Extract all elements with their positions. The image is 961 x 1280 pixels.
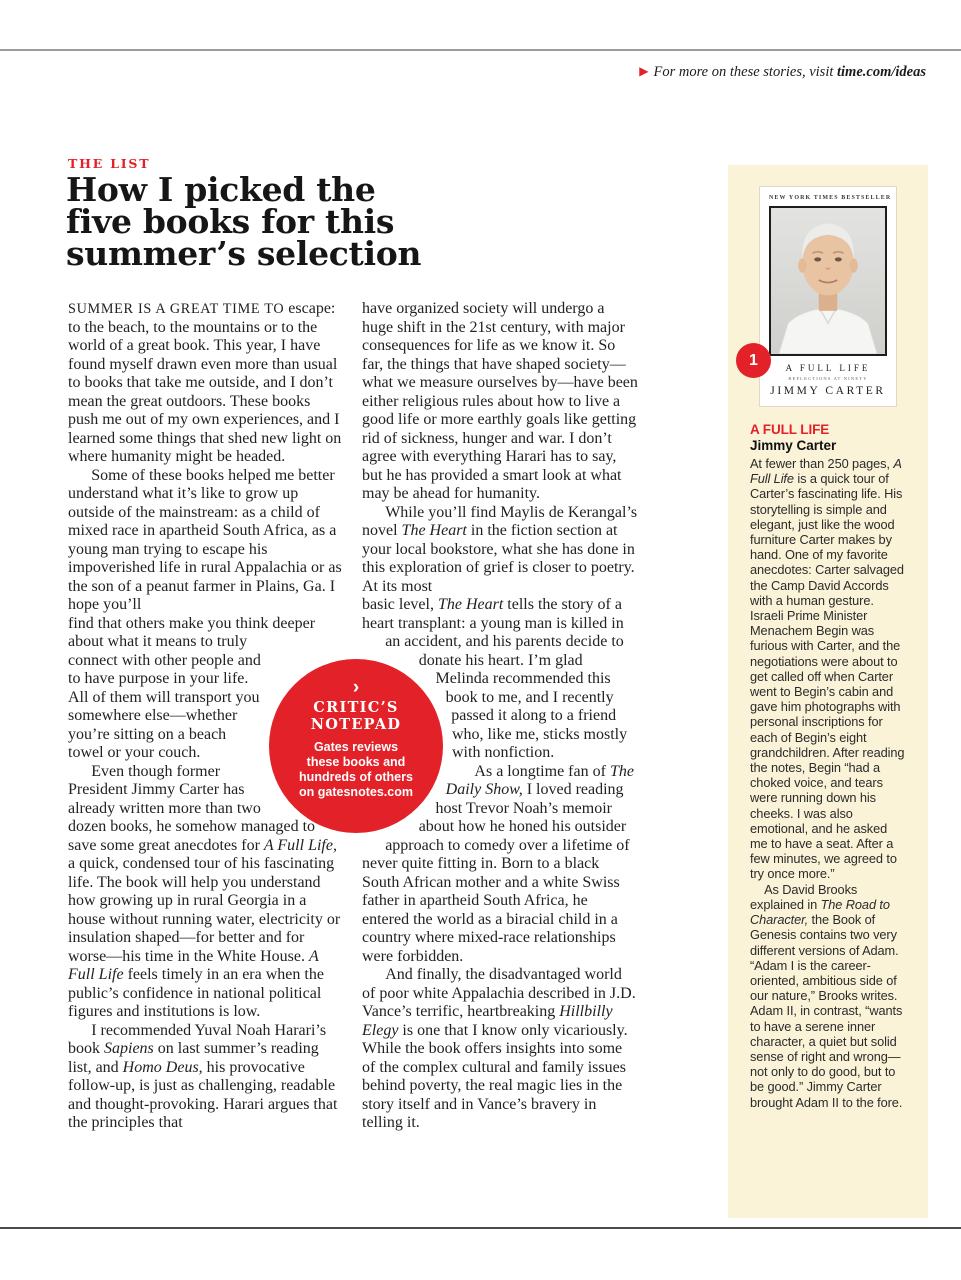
paragraph: Some of these books helped me better understand what it’s like to grow up outside of the mainstream: as a child of mixed race in apartheid South Africa, as a young man trying to escape his impoverished life in rural Appalachia or as the son of a peanut farmer in Plains, Ga. I hope you’ll (68, 466, 342, 613)
paragraph: find that others make you think deeper about what it means to truly connect with other people and to have purpose in your life. All of them will transport you somewhere else—whether you’re sitting on a beach towel or your couch. (68, 615, 344, 763)
paragraph: As a longtime fan of The Daily Show, I loved reading host Trevor Noah’s memoir about how he honed his outsider approach to comedy over a lifetime of never quite fitting in. Born to a black South African mother and a white Swiss father in apartheid South Africa, he entered the world as a biracial child in a country where mixed-race relationships were forbidden. (362, 762, 634, 965)
chevron-right-icon: › (352, 677, 360, 698)
top-note-text: For more on these stories, visit (653, 64, 837, 80)
book-cover-author: JIMMY CARTER (770, 385, 886, 397)
headline-line: five books for this (66, 202, 395, 241)
notepad-title-line2: NOTEPAD (310, 715, 402, 733)
paragraph: I recommended Yuval Noah Harari’s book Sapiens on last summer’s reading list, and Homo Deus, his provocative follow-up, is just as challenging, readable and thought-provoking. Harari argues that the principles that (68, 1021, 338, 1131)
notepad-title-line1: CRITIC’S (313, 699, 399, 716)
section-kicker: THE LIST (68, 156, 151, 171)
headline-line: How I picked the (66, 170, 376, 209)
critics-notepad-badge (269, 659, 443, 833)
book-cover-title: A FULL LIFE (785, 363, 871, 373)
paragraph: Even though former President Jimmy Carter has already written more than two dozen books, he somehow managed to save some great anecdotes for A Full Life, a quick, condensed tour of his fascinating life. The book will help you understand how growing up in rural Georgia in a house without running water, electricity or insulation shaped—for better and for worse—his time in the White House. A Full Life feels timely in an era when the public’s confidence in national political figures and institutions is low. (68, 762, 341, 1020)
top-rule (0, 49, 961, 51)
top-note (639, 64, 926, 81)
arrow-right-icon: ▶ (639, 64, 649, 78)
review-author: Jimmy Carter (750, 438, 837, 453)
notepad-body: Gates reviews these books and hundreds of others on gatesnotes.com (299, 740, 413, 799)
book-cover-tagline: NEW YORK TIMES BESTSELLER (769, 195, 892, 201)
paragraph: have organized society will undergo a huge shift in the 21st century, with major consequences for life as we know it. So far, the things that have shaped society—what we measure ourselves by—have been either religious rules about how to live a good life or more earthly goals like getting rid of sickness, hunger and war. I don’t agree with everything Harari has to say, but he has provided a smart look at what may be ahead for humanity. (362, 300, 638, 502)
carter-portrait-illustration (771, 208, 885, 354)
headline-line: summer’s selection (66, 234, 422, 273)
book-cover-photo (769, 206, 887, 356)
book-cover (759, 186, 897, 407)
paragraph: As David Brooks explained in The Road to Character, the Book of Genesis contains two very different versions of Adam. “Adam I is the career-oriented, ambitious side of our nature,” Brooks writes. Adam II, in contrast, “wants to have a serene inner character, a quiet but solid sense of right and wrong—not only to do good, but to be good.” Jimmy Carter brought Adam II to the fore. (750, 881, 903, 1110)
sidebar-review-body (750, 456, 906, 1110)
review-sidebar (728, 165, 928, 1218)
notepad-title (269, 700, 443, 733)
paragraph: And finally, the disadvantaged world of poor white Appalachia described in J.D. Vance’s terrific, heartbreaking Hillbilly Elegy is one that I know only vicariously. While the book offers insights into some of the complex cultural and family issues behind poverty, the real magic lies in the story itself and in Vance’s bravery in telling it. (362, 966, 636, 1131)
paragraph: While you’ll find Maylis de Kerangal’s novel The Heart in the fiction section at your local bookstore, what she has done in this exploration of grief is closer to poetry. At its most (362, 503, 638, 595)
book-cover-subtitle: REFLECTIONS AT NINETY (788, 376, 868, 381)
top-note-link: time.com/ideas (837, 64, 926, 80)
paragraph: At fewer than 250 pages, A Full Life is a quick tour of Carter’s fascinating life. His storytelling is simple and elegant, just like the wood furniture Carter makes by hand. One of my favorite anecdotes: Carter salvaged the Camp David Accords with a human gesture. Israeli Prime Minister Menachem Begin was furious with Carter, and the negotiations were about to get called off when Carter went to Begin’s cabin and gave him photographs with personal inscriptions for each of Begin’s eight grandchildren. After reading the notes, Begin “had a choked voice, and tears were running down his cheeks. I was also emotional, and he asked me to have a seat. After a few minutes, we agreed to try once more.” (750, 456, 905, 882)
paragraph: SUMMER IS A GREAT TIME TO escape: to the beach, to the mountains or to the world of a great book. This year, I have found myself drawn even more than usual to books that take me outside, and I don’t mean the great outdoors. These books push me out of my own experiences, and I learned some things that shed new light on where humanity might be headed. (68, 300, 342, 465)
rank-badge: 1 (736, 343, 771, 378)
bottom-rule (0, 1227, 961, 1229)
headline (66, 170, 422, 273)
paragraph: basic level, The Heart tells the story of a heart transplant: a young man is killed in an accident, and his parents decide to donate his heart. I’m glad Melinda recommended this book to me, and I recently passed it along to a friend who, like me, sticks mostly with nonfiction. (362, 596, 638, 763)
review-title: A FULL LIFE (750, 422, 830, 437)
